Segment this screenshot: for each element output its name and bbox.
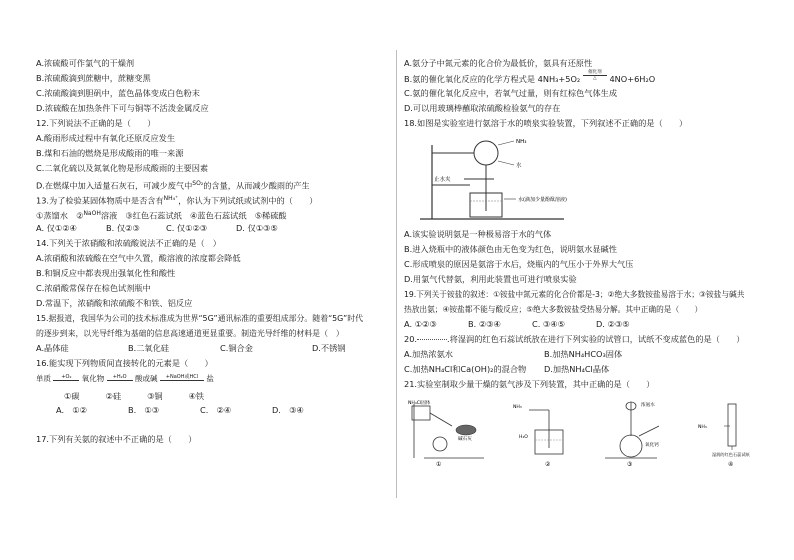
q15-opt-b: B.二氧化硅: [128, 343, 169, 353]
q13-stem-post: ，你认为下列试纸或试剂中的（ ）: [178, 195, 318, 206]
q13-items-post: 溶液 ③红色石蕊试纸 ④蓝色石蕊试纸 ⑤稀硫酸: [100, 210, 287, 221]
fountain-apparatus-diagram: [404, 135, 574, 223]
q17-b-pre: B.氨的催化氧化反应的化学方程式是 4NH₃+5O₂: [404, 74, 581, 84]
naoh-formula: NaOH: [83, 210, 101, 217]
q12-d-pre: D.在燃煤中加入适量石灰石，可减少废气中: [36, 180, 193, 191]
apparatus-1-diagram: [404, 396, 492, 468]
q15-opt-a: A.晶体硅: [36, 343, 69, 353]
arrow1-icon: [53, 380, 79, 381]
q12-option-c: C.二氧化硫以及氮氧化物是形成酸雨的主要因素: [36, 163, 209, 173]
q11-option-d: D.浓硫酸在加热条件下可与铜等不活泼金属反应: [36, 103, 209, 113]
fig1-label: NH₄Cl固体: [408, 401, 431, 406]
q17-option-b: [404, 70, 774, 88]
element-silicon: ②硅: [105, 390, 122, 401]
q16-opt-d: D. ③④: [272, 405, 304, 415]
apparatus-2-diagram: [509, 396, 579, 468]
q12-option-a: A.酸雨形成过程中有氧化还原反应发生: [36, 133, 176, 143]
element-carbon: ①碳: [64, 390, 80, 401]
q20-opt-d: D.加热NH₄Cl晶体: [544, 364, 610, 374]
q18-option-d: D.用氯气代替氨，利用此装置也可进行喷泉实验: [404, 274, 577, 284]
so2-formula: SO₂: [192, 180, 204, 187]
q12-d-post: 的含量，从而减少酸雨的产生: [203, 180, 310, 191]
q14-option-b: B.和铜反应中都表现出强氧化性和酸性: [36, 268, 176, 278]
q18-option-c: C.形成喷泉的原因是氨溶于水后，烧瓶内的气压小于外界大气压: [404, 259, 634, 269]
q20-stem: [404, 334, 774, 349]
q16-elements: [36, 387, 406, 405]
q20-options-cd: [404, 364, 774, 379]
q11-option-b: B.浓硫酸滴到蔗糖中，蔗糖变黑: [36, 73, 151, 83]
q20-options-ab: [404, 349, 774, 364]
q19-opt-c: C. ③④⑤: [532, 319, 565, 329]
chain-end: 盐: [206, 374, 214, 383]
q19-line2: 热放出氨；④铵盐都不能与酸反应；⑤绝大多数铵盐受热易分解。其中正确的是（ ）: [404, 305, 703, 314]
q19-opt-b: B. ②③④: [468, 319, 501, 329]
q13-opt-c: C. 仅①②③: [166, 223, 208, 233]
q16-opt-b: B. ①③: [128, 405, 160, 415]
fig-beaker-label: 水(滴加少量酚酞溶液): [518, 197, 567, 203]
q13-opt-b: B. 仅②③: [106, 223, 140, 233]
fig4-label: NH₃: [697, 425, 707, 430]
fig2-label: NH₃: [512, 405, 522, 410]
fig4-number: ④: [727, 461, 734, 468]
chain-start: 单质: [36, 374, 51, 383]
q13-options: [36, 223, 406, 238]
q19-line1: 19.下列关于铵盐的叙述：①铵盐中氮元素的化合价都是-3；②绝大多数铵盐易溶于水；③铵盐与碱共: [404, 290, 745, 299]
q18-option-b: B.进入烧瓶中的液体颜色由无色变为红色，说明氨水显碱性: [404, 244, 617, 254]
q18-stem: 18.如图是实验室进行氨溶于水的喷泉实验装置，下列叙述不正确的是（ ）: [404, 118, 688, 128]
q13-stem: [36, 193, 406, 208]
q13-stem-pre: 13.为了检验某固体物质中是否含有: [36, 195, 164, 206]
fountain-apparatus-figure: [404, 135, 774, 223]
arrow2-label: +H₂O: [112, 374, 127, 380]
q17-b-post: 4NO+6H₂O: [609, 74, 656, 84]
fig2-sub: H₂O: [518, 435, 528, 440]
q11-option-c: C.浓硫酸滴到胆矾中，蓝色晶体变成白色粉末: [36, 88, 200, 98]
q17-option-d: D.可以用玻璃棒蘸取浓硫酸检验氨气的存在: [404, 103, 561, 113]
q14-stem: 14.下列关于浓硝酸和浓硫酸说法不正确的是（ ）: [36, 238, 221, 248]
fig3-number: ③: [627, 461, 633, 468]
element-iron: ④铁: [188, 390, 205, 401]
fig2-number: ②: [544, 461, 551, 468]
q19-opt-a: A. ①②③: [404, 319, 437, 329]
q19-options: [404, 319, 774, 334]
arrow3-icon: [160, 380, 204, 381]
q16-opt-c: C. ②④: [200, 405, 232, 415]
q17-option-a: A.氨分子中氮元素的化合价为最低价，氨具有还原性: [404, 58, 593, 68]
q17-option-c: C.氨的催化氧化反应中，若氧气过量，则有红棕色气体生成: [404, 88, 618, 98]
chain-mid2: 酸或碱: [135, 374, 158, 383]
fig3-label1: 浓氨水: [641, 403, 656, 408]
element-copper: ③铜: [147, 390, 163, 401]
fig-alkali-label: 碱石灰: [458, 437, 472, 442]
fig1-number: ①: [436, 461, 442, 468]
q21-apparatus-row: [404, 396, 774, 468]
q19-opt-d: D. ②③⑤: [596, 319, 630, 329]
q12-option-b: B.煤和石油的燃烧是形成酸雨的唯一来源: [36, 148, 184, 158]
q15-line1: 15.据报道，我国华为公司的技术标准成为世界“5G”通讯标准的重要组成部分。随着“5G”时代: [36, 314, 363, 323]
q20-opt-c: C.加热NH₄Cl和Ca(OH)₂的混合物: [404, 364, 527, 374]
q15-opt-c: C.铜合金: [220, 343, 253, 353]
q20-opt-b: B.加热NH₄HCO₃固体: [544, 349, 623, 359]
arrow1-label: +O₂: [61, 374, 72, 380]
q12-option-d: [36, 178, 406, 193]
fig4-sub: 湿润的红色石蕊试纸: [711, 452, 750, 457]
right-column: [404, 58, 774, 468]
catalyst-label: 催化剂: [588, 70, 602, 75]
q12-stem: 12.下列说法不正确的是（ ）: [36, 118, 156, 128]
fig3-label2: 氧化钙: [645, 443, 660, 448]
q14-option-a: A.浓硝酸和浓硫酸在空气中久置，酸溶液的浓度都会降低: [36, 253, 241, 263]
q21-stem: 21.实验室制取少量干燥的氨气涉及下列装置，其中正确的是（ ）: [404, 379, 655, 389]
q16-stem: 16.能实现下列物质间直接转化的元素是（ ）: [36, 358, 213, 368]
q20-blank: [417, 339, 447, 340]
fig-clip-label: 止水夹: [434, 177, 451, 183]
apparatus-4-diagram: [694, 396, 774, 468]
q20-opt-a: A.加热浓氨水: [404, 349, 453, 359]
q15-options: [36, 343, 406, 358]
q20-number: 20.: [404, 334, 418, 344]
q13-items: [36, 208, 406, 223]
q14-option-d: D.常温下，浓硝酸和浓硫酸不和铁、铝反应: [36, 298, 193, 308]
q16-opt-a: A. ①②: [56, 405, 87, 415]
q16-conversion-chain: [36, 373, 406, 387]
q20-stem-text: .将湿润的红色石蕊试纸放在进行下列实验的试管口，试纸不变成蓝色的是（ ）: [447, 334, 745, 344]
arrow3-label: +NaOH或HCl: [165, 374, 199, 380]
fig-nh3-label: NH₃: [516, 139, 527, 145]
q18-option-a: A.该实验说明氨是一种极易溶于水的气体: [404, 229, 552, 239]
q13-opt-d: D. 仅①③⑤: [236, 223, 278, 233]
q17-stem: 17.下列有关氨的叙述中不正确的是（ ）: [36, 434, 197, 444]
q11-option-a: A.浓硫酸可作氯气的干燥剂: [36, 58, 135, 68]
q16-options: [36, 405, 406, 425]
left-column: [36, 58, 406, 449]
arrow2-icon: [107, 380, 133, 381]
q15-line2: 的逐步到来，以光导纤维为基础的信息高速通道更显重要。制造光导纤维的材料是（ ）: [36, 329, 344, 338]
q14-option-c: C.浓硝酸常保存在棕色试剂瓶中: [36, 283, 151, 293]
apparatus-3-diagram: [595, 396, 677, 468]
q15-opt-d: D.不锈钢: [312, 343, 346, 353]
q13-items-pre: ①蒸馏水 ②: [36, 210, 84, 221]
nh4-formula: NH₄⁺: [163, 195, 179, 202]
chain-mid1: 氧化物: [81, 374, 105, 383]
fig-water-label: 水: [516, 163, 522, 169]
heat-label: △: [593, 76, 597, 81]
q13-opt-a: A. 仅①②④: [36, 223, 77, 233]
